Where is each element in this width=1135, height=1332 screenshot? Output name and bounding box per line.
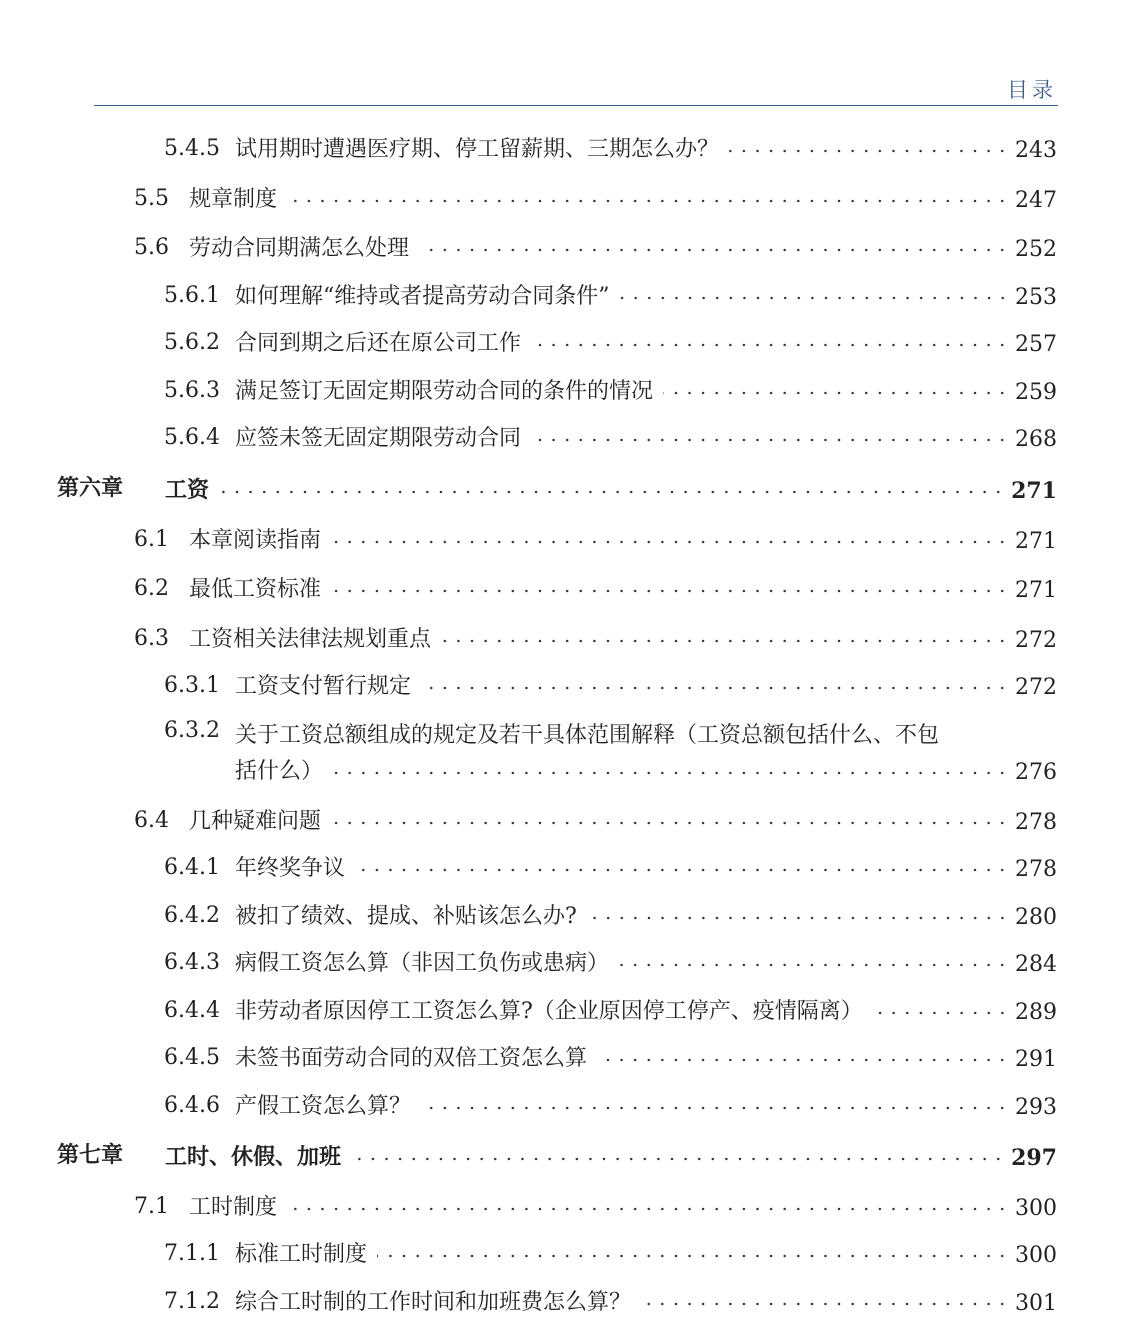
chapter-title: 工时、休假、加班 xyxy=(165,1145,342,1170)
toc-number: 5.6.2 xyxy=(164,330,220,355)
toc-entry[interactable] xyxy=(164,371,1057,405)
toc-title: 满足签订无固定期限劳动合同的条件的情况 xyxy=(235,379,654,404)
chapter-number: 第六章 xyxy=(57,476,124,501)
toc-page: 271 xyxy=(1015,578,1057,603)
toc-title: 最低工资标准 xyxy=(189,577,322,602)
toc-number: 6.4.2 xyxy=(164,903,220,928)
toc-page: 280 xyxy=(1015,905,1057,930)
toc-page: 297 xyxy=(1011,1145,1057,1171)
toc-number: 5.6.4 xyxy=(164,425,220,450)
toc-number: 6.4.6 xyxy=(164,1093,220,1118)
toc-entry[interactable] xyxy=(134,569,1057,603)
toc-number: 7.1.1 xyxy=(164,1241,220,1266)
toc-entry[interactable] xyxy=(164,323,1057,357)
toc-entry[interactable] xyxy=(164,943,1057,977)
toc-page: 257 xyxy=(1015,332,1057,357)
toc-entry[interactable] xyxy=(164,1086,1057,1120)
leader-dots xyxy=(355,865,1009,875)
leader-dots xyxy=(421,1103,1009,1113)
toc-page: 300 xyxy=(1015,1243,1057,1268)
leader-dots xyxy=(287,196,1009,206)
toc-title: 本章阅读指南 xyxy=(189,528,322,553)
toc-title: 几种疑难问题 xyxy=(189,809,322,834)
leader-dots xyxy=(377,1251,1009,1261)
leader-dots xyxy=(331,818,1009,828)
leader-dots xyxy=(333,768,1009,778)
toc-title: 如何理解“维持或者提高劳动合同条件” xyxy=(235,284,610,309)
toc-number: 6.3 xyxy=(134,626,169,651)
toc-page: 271 xyxy=(1015,529,1057,554)
toc-entry[interactable] xyxy=(164,848,1057,882)
leader-dots xyxy=(421,683,1009,693)
toc-number: 6.3.1 xyxy=(164,673,220,698)
leader-dots xyxy=(531,340,1009,350)
toc-title: 工资支付暂行规定 xyxy=(235,674,412,699)
toc-entry[interactable] xyxy=(164,418,1057,452)
toc-title: 标准工时制度 xyxy=(235,1242,368,1267)
toc-page: 289 xyxy=(1015,1000,1057,1025)
toc-title: 非劳动者原因停工工资怎么算?（企业原因停工停产、疫情隔离） xyxy=(235,999,863,1024)
toc-page: 259 xyxy=(1015,380,1057,405)
toc-page: 278 xyxy=(1015,810,1057,835)
leader-dots xyxy=(587,913,1009,923)
toc-entry[interactable] xyxy=(134,520,1057,554)
toc-number: 6.4.5 xyxy=(164,1045,220,1070)
toc-entry[interactable] xyxy=(164,1038,1057,1072)
toc-entry[interactable] xyxy=(134,228,1057,262)
toc-page: 253 xyxy=(1015,285,1057,310)
toc-title: 工时制度 xyxy=(189,1195,278,1220)
leader-dots xyxy=(331,537,1009,547)
toc-entry[interactable] xyxy=(134,1187,1057,1221)
running-header-title: 目录 xyxy=(1007,78,1057,102)
toc-page: 284 xyxy=(1015,952,1057,977)
leader-dots xyxy=(641,1299,1009,1309)
toc-page: 278 xyxy=(1015,857,1057,882)
toc-page: 293 xyxy=(1015,1095,1057,1120)
toc-entry[interactable] xyxy=(164,1234,1057,1268)
toc-number: 5.4.5 xyxy=(164,136,220,161)
toc-number: 6.4 xyxy=(134,808,169,833)
leader-dots xyxy=(597,1055,1009,1065)
toc-number: 6.4.1 xyxy=(164,855,220,880)
toc-chapter-entry[interactable] xyxy=(57,470,1057,504)
leader-dots xyxy=(620,293,1010,303)
toc-page: 243 xyxy=(1015,138,1057,163)
toc-title: 年终奖争议 xyxy=(235,856,346,881)
toc-entry[interactable] xyxy=(164,991,1057,1025)
leader-dots xyxy=(873,1008,1009,1018)
toc-title-line1: 关于工资总额组成的规定及若干具体范围解释（工资总额包括什么、不包 xyxy=(235,723,940,748)
toc-page: 272 xyxy=(1015,628,1057,653)
header-rule xyxy=(94,105,1058,106)
leader-dots xyxy=(619,960,1009,970)
toc-number: 5.6 xyxy=(134,235,169,260)
leader-dots xyxy=(351,1154,1005,1164)
toc-title: 病假工资怎么算（非因工负伤或患病） xyxy=(235,951,610,976)
toc-number: 7.1.2 xyxy=(164,1289,220,1314)
chapter-number: 第七章 xyxy=(57,1143,124,1168)
toc-number: 5.5 xyxy=(134,186,169,211)
toc-page: 301 xyxy=(1015,1291,1057,1316)
toc-title: 综合工时制的工作时间和加班费怎么算？ xyxy=(235,1290,632,1315)
toc-title: 合同到期之后还在原公司工作 xyxy=(235,331,522,356)
toc-entry[interactable] xyxy=(164,896,1057,930)
leader-dots xyxy=(729,146,1009,156)
toc-number: 5.6.1 xyxy=(164,283,220,308)
toc-number: 6.4.3 xyxy=(164,950,220,975)
leader-dots xyxy=(219,487,1005,497)
toc-page: 271 xyxy=(1011,478,1057,504)
toc-entry[interactable] xyxy=(164,276,1057,310)
toc-entry-continuation xyxy=(235,751,1057,785)
leader-dots xyxy=(331,586,1009,596)
toc-number: 5.6.3 xyxy=(164,378,220,403)
toc-title: 产假工资怎么算？ xyxy=(235,1094,412,1119)
toc-page: 247 xyxy=(1015,188,1057,213)
toc-entry[interactable] xyxy=(164,1282,1057,1316)
toc-number: 6.2 xyxy=(134,576,169,601)
toc-page: 276 xyxy=(1015,760,1057,785)
toc-number: 6.4.4 xyxy=(164,998,220,1023)
toc-title: 试用期时遭遇医疗期、停工留薪期、三期怎么办？ xyxy=(235,137,720,162)
toc-page: 272 xyxy=(1015,675,1057,700)
toc-title-line2: 括什么） xyxy=(235,759,324,784)
toc-page: 300 xyxy=(1015,1196,1057,1221)
chapter-title: 工资 xyxy=(165,478,210,503)
leader-dots xyxy=(441,636,1009,646)
toc-page: 252 xyxy=(1015,237,1057,262)
toc-number: 6.1 xyxy=(134,527,169,552)
toc-chapter-entry[interactable] xyxy=(57,1137,1057,1171)
leader-dots xyxy=(419,245,1009,255)
toc-title: 被扣了绩效、提成、补贴该怎么办? xyxy=(235,904,577,929)
leader-dots xyxy=(531,435,1009,445)
toc-title: 规章制度 xyxy=(189,187,278,212)
toc-entry[interactable] xyxy=(164,666,1057,700)
toc-title: 劳动合同期满怎么处理 xyxy=(189,236,410,261)
toc-entry[interactable] xyxy=(164,129,1057,163)
toc-number: 7.1 xyxy=(134,1194,169,1219)
toc-title: 未签书面劳动合同的双倍工资怎么算 xyxy=(235,1046,588,1071)
toc-entry[interactable] xyxy=(134,179,1057,213)
leader-dots xyxy=(287,1204,1009,1214)
toc-page: 291 xyxy=(1015,1047,1057,1072)
leader-dots xyxy=(663,388,1009,398)
toc-number: 6.3.2 xyxy=(164,718,220,743)
toc-title: 应签未签无固定期限劳动合同 xyxy=(235,426,522,451)
toc-entry[interactable] xyxy=(134,801,1057,835)
toc-title: 工资相关法律法规划重点 xyxy=(189,627,432,652)
toc-entry[interactable] xyxy=(134,619,1057,653)
toc-page: 268 xyxy=(1015,427,1057,452)
